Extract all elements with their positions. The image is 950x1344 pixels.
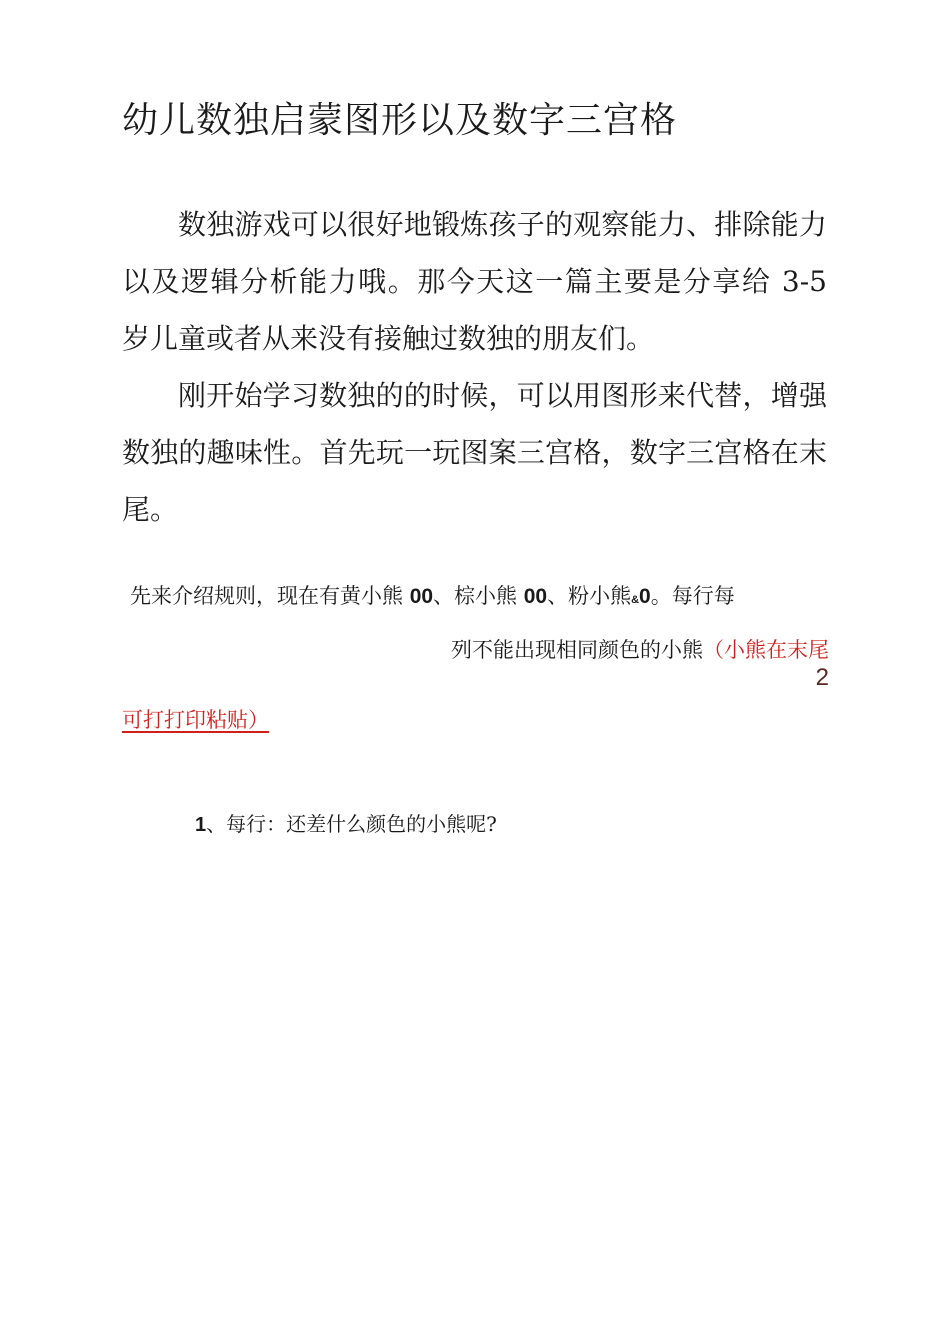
question-text: 、每行：还差什么颜色的小熊呢? [206,812,497,836]
rules-line-2 [451,634,829,664]
intro-paragraph-1: 数独游戏可以很好地锻炼孩子的观察能力、排除能力以及逻辑分析能力哦。那今天这一篇主要是分享给 3-5 岁儿童或者从来没有接触过数独的朋友们。 [122,208,827,355]
page-title: 幼儿数独启蒙图形以及数字三宫格 [122,100,678,141]
question-number: 1 [195,814,207,836]
question-1 [195,808,497,837]
pink-bear-code: 0 [639,585,651,608]
yellow-bear-code: 00 [409,585,434,608]
brown-bear-code: 00 [523,585,548,608]
rules-text-part2: 、棕小熊 [433,584,524,608]
rules-text-line2: 列不能出现相同颜色的小熊 [451,638,703,662]
rules-text-part1: 先来介绍规则，现在有黄小熊 [130,584,410,608]
intro-paragraph-2: 刚开始学习数独的的时候，可以用图形来代替，增强数独的趣味性。首先玩一玩图案三宫格，数字三宫格在末尾。 [122,379,827,526]
rules-line-1 [130,580,735,610]
pink-bear-mark: & [631,594,640,606]
rules-text-part3: 、粉小熊 [547,584,632,608]
rules-text-part4: 。每行每 [650,584,735,608]
rules-note-red: （小熊在末尾 [703,638,829,662]
page-number: 2 [815,664,829,691]
rules-note-link[interactable]: 可打打印粘贴） [122,708,269,732]
intro-text [122,196,827,538]
